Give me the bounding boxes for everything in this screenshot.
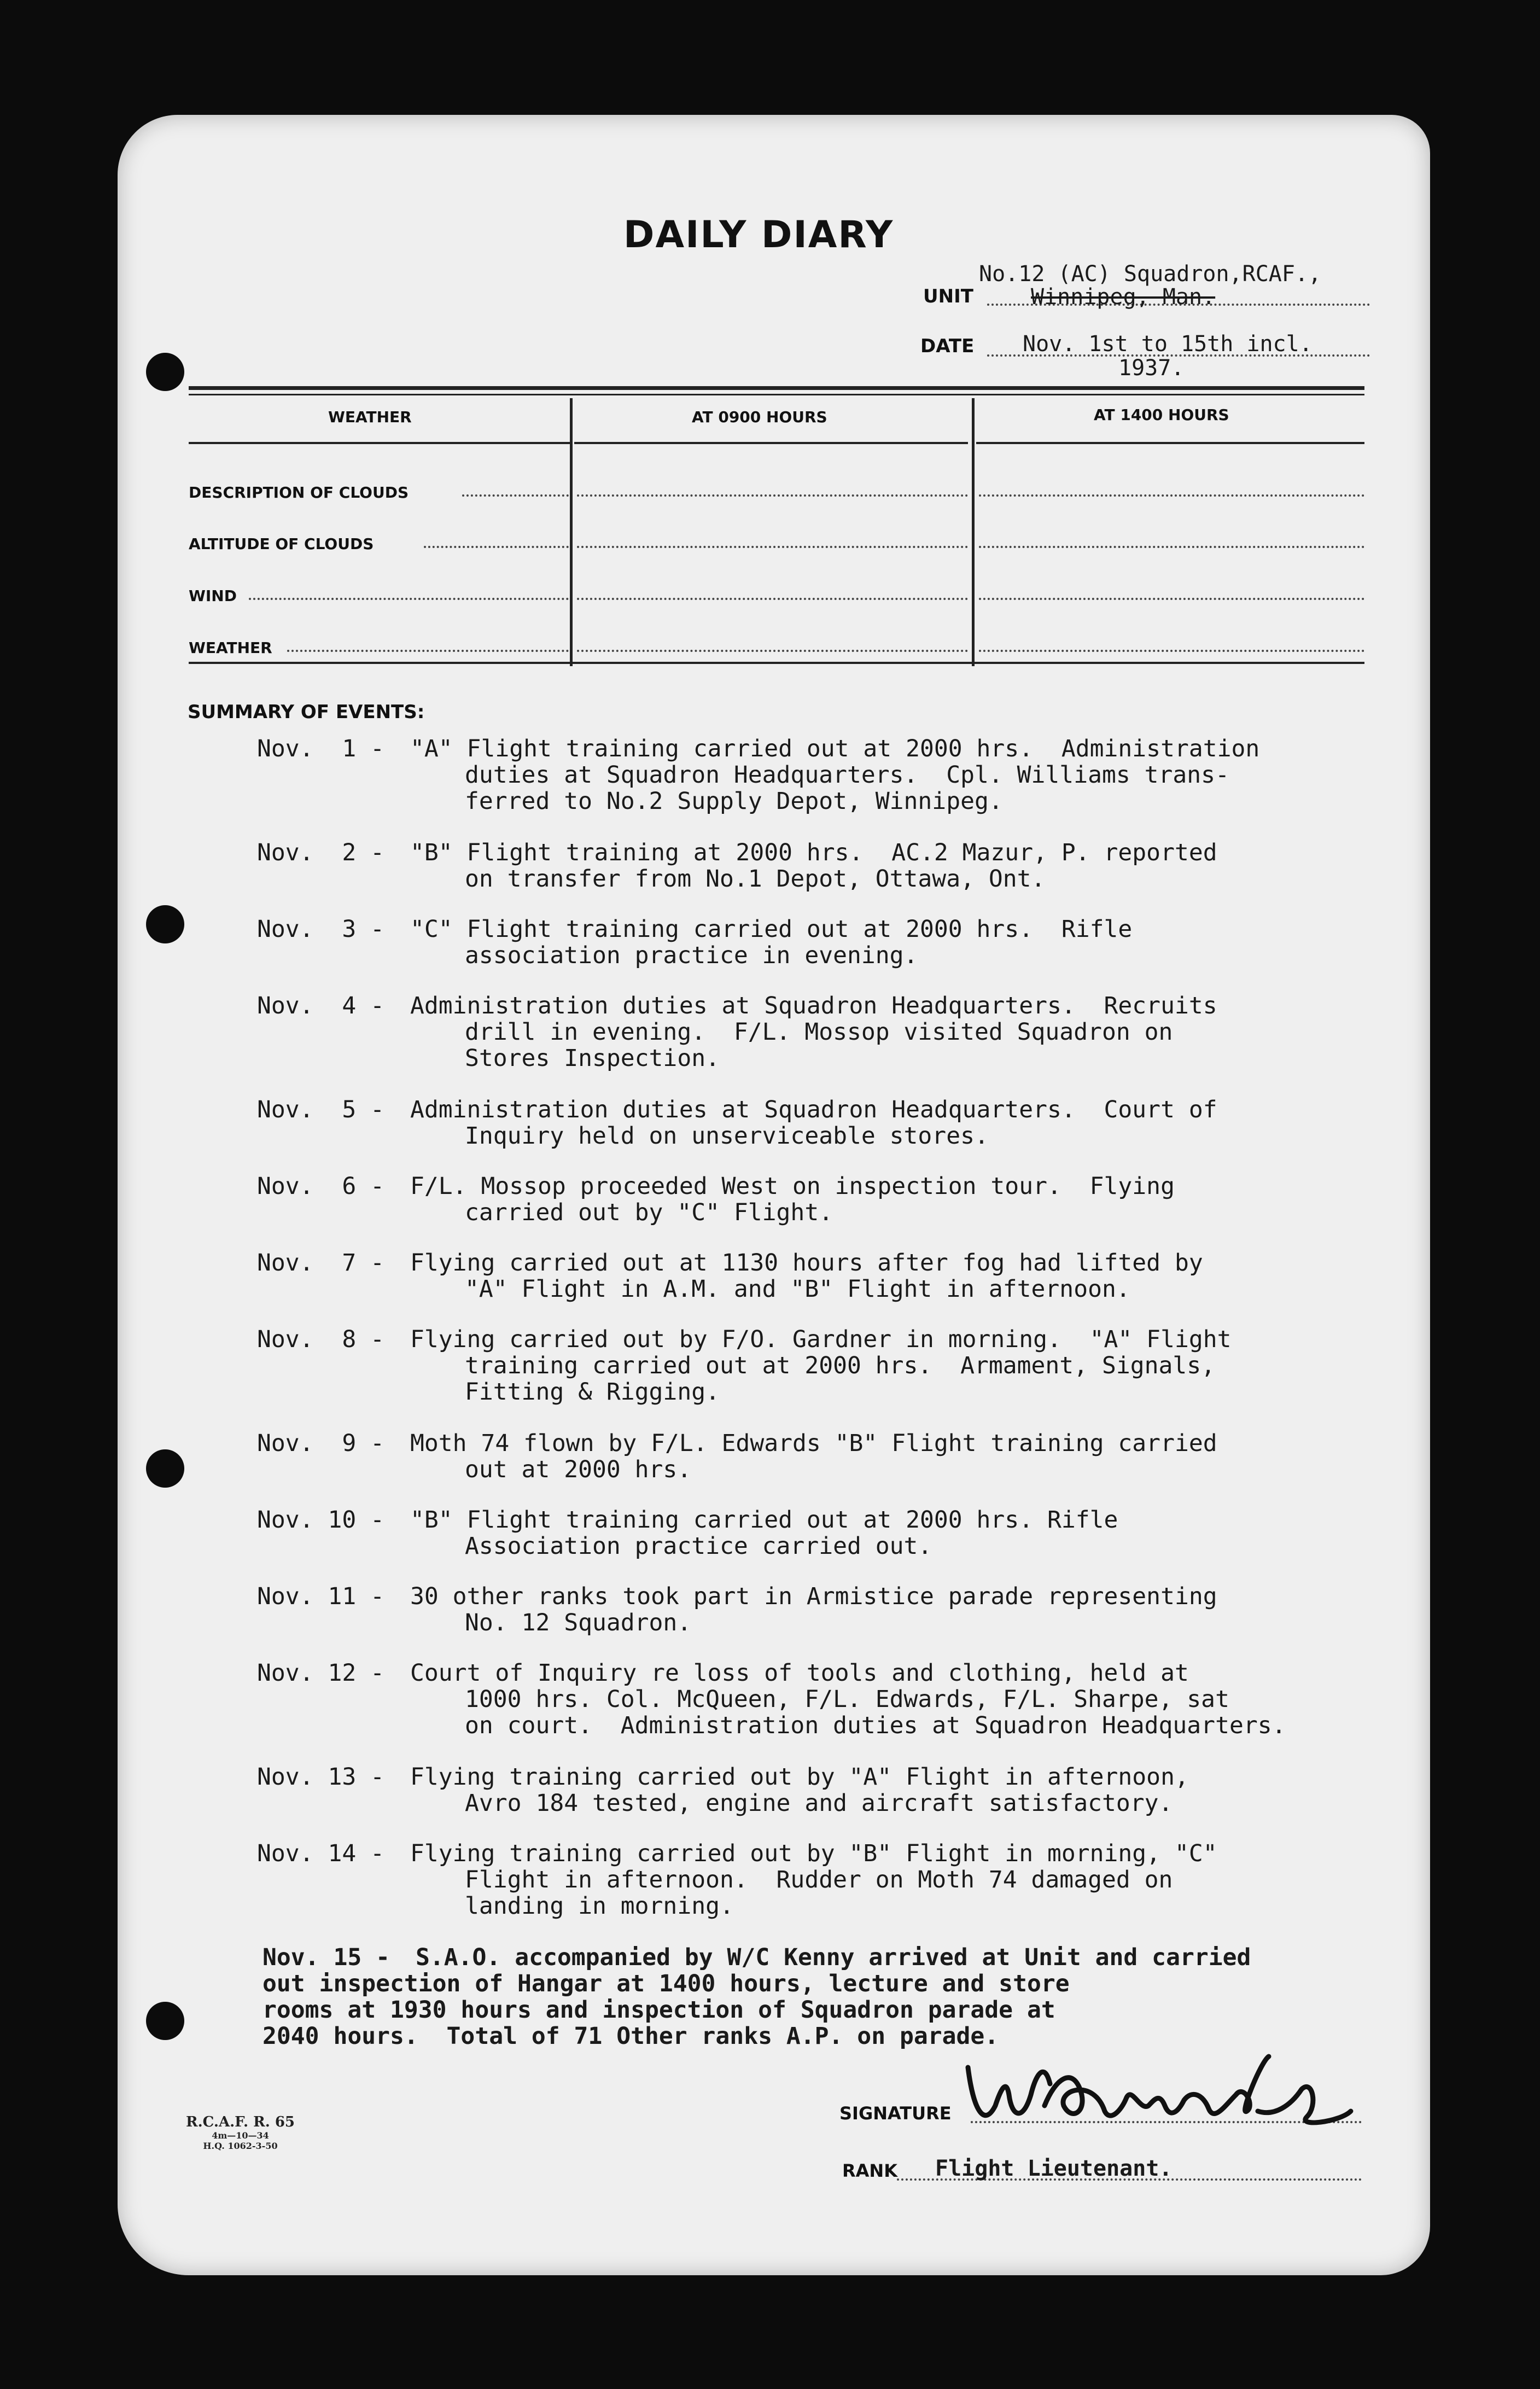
entry-nov-6 — [257, 1173, 1405, 1226]
entry-text-line: 1000 hrs. Col. McQueen, F/L. Edwards, F/L. Sharpe, sat — [465, 1686, 1229, 1713]
entry-text-line: Inquiry held on unserviceable stores. — [465, 1122, 989, 1150]
entry-text-line: "B" Flight training carried out at 2000 hrs. Rifle — [410, 1506, 1118, 1534]
entry-text-line: Flight in afternoon. Rudder on Moth 74 damaged on — [465, 1866, 1173, 1893]
entry-nov-12 — [257, 1660, 1405, 1739]
entry-date: Nov. 3 - — [257, 916, 399, 943]
entry-nov-7 — [257, 1250, 1405, 1302]
entry-nov-13 — [257, 1764, 1405, 1816]
entry-text-line: Moth 74 flown by F/L. Edwards "B" Flight training carried — [410, 1430, 1217, 1457]
dotted-line — [979, 598, 1364, 600]
entry-nov-5 — [257, 1097, 1405, 1149]
entry-text-line: Administration duties at Squadron Headquarters. Court of — [410, 1096, 1217, 1123]
entry-date: Nov. 15 - — [262, 1944, 404, 1971]
entry-date: Nov. 11 - — [257, 1583, 399, 1610]
dotted-line — [577, 650, 968, 652]
entry-date: Nov. 13 - — [257, 1763, 399, 1791]
entry-nov-1 — [257, 736, 1405, 814]
unit-value-line2: Winnipeg, Man. — [1031, 284, 1216, 310]
entry-text-line: Fitting & Rigging. — [465, 1378, 720, 1406]
weather-col-header: WEATHER — [328, 408, 412, 426]
row-label-altitude-of-clouds: ALTITUDE OF CLOUDS — [189, 535, 374, 553]
form-number-line1: R.C.A.F. R. 65 — [186, 2114, 295, 2130]
unit-value-line1: No.12 (AC) Squadron,RCAF., — [979, 261, 1322, 287]
dotted-line — [577, 494, 968, 497]
at-0900-col-header: AT 0900 HOURS — [692, 408, 827, 426]
entry-text-line: "B" Flight training at 2000 hrs. AC.2 Mazur, P. reported — [410, 839, 1217, 866]
header-underline — [189, 442, 571, 444]
entry-date: Nov. 1 - — [257, 735, 399, 762]
entry-date: Nov. 6 - — [257, 1173, 399, 1200]
entry-text-line: Flying training carried out by "A" Flight in afternoon, — [410, 1763, 1189, 1791]
form-number — [186, 2114, 295, 2151]
entry-text-line: duties at Squadron Headquarters. Cpl. Williams trans- — [465, 761, 1229, 789]
date-value-line1: Nov. 1st to 15th incl. — [1023, 331, 1312, 357]
entry-text-line: rooms at 1930 hours and inspection of Squadron parade at — [262, 1996, 1055, 2024]
rank-value: Flight Lieutenant. — [935, 2156, 1172, 2181]
entry-text-line: Avro 184 tested, engine and aircraft satisfactory. — [465, 1790, 1173, 1817]
entry-nov-14 — [257, 1840, 1405, 1919]
dotted-line — [287, 650, 569, 652]
entry-nov-9 — [257, 1430, 1405, 1483]
form-number-line3: H.Q. 1062-3-50 — [203, 2141, 278, 2151]
entry-text-line: "C" Flight training carried out at 2000 hrs. Rifle — [410, 916, 1133, 943]
entry-text-line: landing in morning. — [465, 1892, 734, 1920]
entry-text-line: ferred to No.2 Supply Depot, Winnipeg. — [465, 788, 1003, 815]
row-label-description-of-clouds: DESCRIPTION OF CLOUDS — [189, 483, 409, 502]
date-value-line2: 1937. — [1118, 356, 1185, 381]
punch-hole — [146, 2002, 184, 2040]
entry-date: Nov. 2 - — [257, 839, 399, 866]
entry-text-line: Court of Inquiry re loss of tools and clothing, held at — [410, 1659, 1189, 1687]
entry-text-line: 30 other ranks took part in Armistice parade representing — [410, 1583, 1217, 1610]
header-underline — [976, 442, 1364, 444]
entry-nov-2 — [257, 840, 1405, 892]
dotted-line — [577, 598, 968, 600]
entry-nov-11 — [257, 1583, 1405, 1636]
at-1400-col-header: AT 1400 HOURS — [1094, 406, 1229, 424]
entry-nov-15 — [262, 1944, 1411, 2049]
signature-label: SIGNATURE — [839, 2103, 952, 2124]
unit-label: UNIT — [923, 285, 973, 307]
entry-text-line: S.A.O. accompanied by W/C Kenny arrived at Unit and carried — [416, 1944, 1251, 1971]
form-number-line2: 4m—10—34 — [212, 2130, 269, 2141]
table-column-divider — [570, 398, 573, 666]
top-double-rule — [189, 386, 1364, 390]
entry-nov-10 — [257, 1507, 1405, 1559]
signature-handwriting — [962, 2046, 1356, 2139]
punch-hole — [146, 1449, 184, 1488]
entry-text-line: out at 2000 hrs. — [465, 1456, 692, 1483]
entry-text-line: training carried out at 2000 hrs. Armament, Signals, — [465, 1352, 1216, 1379]
entry-text-line: F/L. Mossop proceeded West on inspection tour. Flying — [410, 1173, 1175, 1200]
entry-date: Nov. 4 - — [257, 992, 399, 1019]
dotted-line — [249, 598, 569, 600]
dotted-line — [424, 546, 569, 548]
punch-hole — [146, 905, 184, 943]
table-column-divider — [972, 398, 975, 666]
page-title: DAILY DIARY — [623, 213, 894, 257]
entry-text-line: carried out by "C" Flight. — [465, 1199, 833, 1226]
entry-date: Nov. 5 - — [257, 1096, 399, 1123]
dotted-line — [979, 546, 1364, 548]
entry-text-line: Association practice carried out. — [465, 1533, 932, 1560]
entry-text-line: Administration duties at Squadron Headquarters. Recruits — [410, 992, 1217, 1019]
entry-text-line: association practice in evening. — [465, 942, 918, 969]
entry-date: Nov. 12 - — [257, 1659, 399, 1687]
entry-nov-3 — [257, 916, 1405, 969]
entry-date: Nov. 10 - — [257, 1506, 399, 1534]
dotted-line — [577, 546, 968, 548]
entry-text-line: Stores Inspection. — [465, 1045, 720, 1072]
entry-date: Nov. 8 - — [257, 1326, 399, 1353]
date-label: DATE — [920, 335, 975, 357]
entry-text-line: Flying carried out at 1130 hours after fog had lifted by — [410, 1249, 1203, 1277]
entry-nov-8 — [257, 1326, 1405, 1405]
entry-date: Nov. 9 - — [257, 1430, 399, 1457]
summary-label: SUMMARY OF EVENTS: — [188, 701, 425, 723]
entry-date: Nov. 14 - — [257, 1840, 399, 1867]
entry-nov-4 — [257, 993, 1405, 1071]
dotted-line — [462, 494, 569, 497]
dotted-line — [979, 494, 1364, 497]
entry-date: Nov. 7 - — [257, 1249, 399, 1277]
entry-text-line: on court. Administration duties at Squadron Headquarters. — [465, 1712, 1286, 1739]
dotted-line — [979, 650, 1364, 652]
row-label-wind: WIND — [189, 587, 237, 605]
table-bottom-rule — [189, 662, 1364, 664]
rank-label: RANK — [842, 2160, 897, 2181]
entry-text-line: No. 12 Squadron. — [465, 1609, 692, 1636]
row-label-weather: WEATHER — [189, 639, 272, 657]
entry-text-line: out inspection of Hangar at 1400 hours, lecture and store — [262, 1970, 1070, 1997]
entry-text-line: "A" Flight in A.M. and "B" Flight in afternoon. — [465, 1275, 1130, 1303]
top-double-rule-thin — [189, 394, 1364, 395]
entry-text-line: drill in evening. F/L. Mossop visited Squadron on — [465, 1018, 1173, 1046]
entry-text-line: Flying training carried out by "B" Flight in morning, "C" — [410, 1840, 1217, 1867]
punch-hole — [146, 353, 184, 391]
entry-text-line: "A" Flight training carried out at 2000 hrs. Administration — [410, 735, 1260, 762]
header-underline — [574, 442, 968, 444]
entry-text-line: Flying carried out by F/O. Gardner in morning. "A" Flight — [410, 1326, 1232, 1353]
entry-text-line: 2040 hours. Total of 71 Other ranks A.P. on parade. — [262, 2023, 999, 2050]
entry-text-line: on transfer from No.1 Depot, Ottawa, Ont. — [465, 865, 1046, 893]
